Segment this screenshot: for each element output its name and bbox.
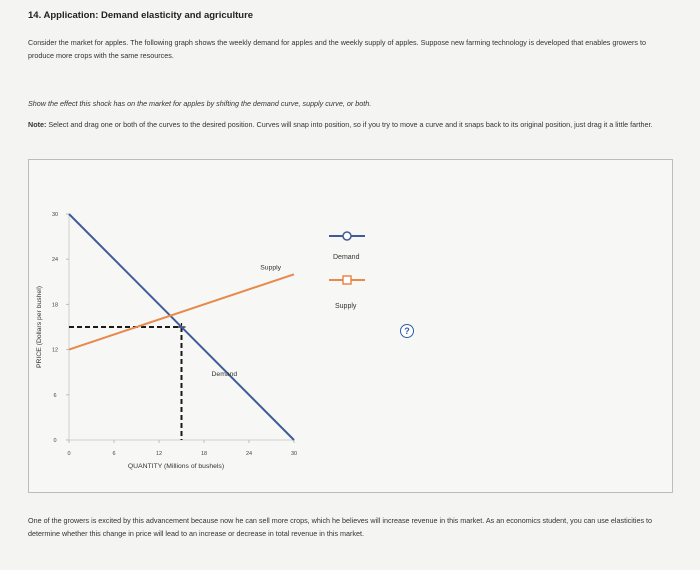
x-tick-label: 18: [200, 451, 208, 457]
y-tick-label: 12: [51, 347, 59, 354]
y-tick-label: 30: [51, 212, 59, 218]
legend-supply-label: Supply: [335, 303, 357, 310]
note-body: Select and drag one or both of the curves to the desired position. Curves will snap into position, so if you try to move a curve and it snaps back to its original position, just drag it a little farther.: [48, 120, 653, 129]
x-tick-label: 6: [112, 451, 116, 457]
intro-text: Consider the market for apples. The following graph shows the weekly demand for apples and the weekly supply of apples. Suppose new farming technology is developed that enables growers to produce more crops with the same resources.: [28, 38, 646, 60]
graph-panel: [28, 159, 673, 493]
x-tick-label: 0: [67, 451, 71, 457]
legend-demand-tool[interactable]: [329, 232, 365, 261]
note-text: [28, 118, 668, 131]
page-title: 14. Application: Demand elasticity and agriculture: [28, 10, 254, 21]
x-tick-label: 12: [155, 451, 163, 457]
y-tick-label: 0: [53, 438, 57, 444]
help-icon: ?: [404, 326, 410, 336]
equilibrium-guides: [69, 323, 186, 440]
supply-curve-label: Supply: [260, 264, 282, 272]
legend-supply-marker: [343, 276, 351, 284]
supply-demand-chart: [29, 160, 672, 492]
x-tick-label: 30: [290, 451, 298, 457]
axis-ticks: [52, 212, 297, 457]
x-tick-label: 24: [245, 451, 253, 457]
legend-demand-label: Demand: [333, 254, 360, 261]
y-tick-label: 6: [53, 392, 57, 399]
y-tick-label: 18: [51, 302, 59, 309]
instruction-text: Show the effect this shock has on the market for apples by shifting the demand curve, supply curve, or both.: [28, 99, 372, 108]
note-label: Note:: [28, 120, 47, 129]
question-text: One of the growers is excited by this advancement because now he can sell more crops, which he believes will increase revenue in this market. As an economics student, you can use elasticities to determine whether this change in price will lead to an increase or decrease in total revenue in this market.: [28, 516, 653, 538]
legend-supply-tool[interactable]: [329, 276, 365, 310]
y-tick-label: 24: [51, 257, 59, 264]
y-axis-title: PRICE (Dollars per bushel): [36, 286, 43, 368]
x-axis-title: QUANTITY (Millions of bushels): [127, 463, 225, 470]
demand-curve-label: Demand: [211, 370, 238, 378]
legend-demand-marker: [343, 232, 351, 240]
